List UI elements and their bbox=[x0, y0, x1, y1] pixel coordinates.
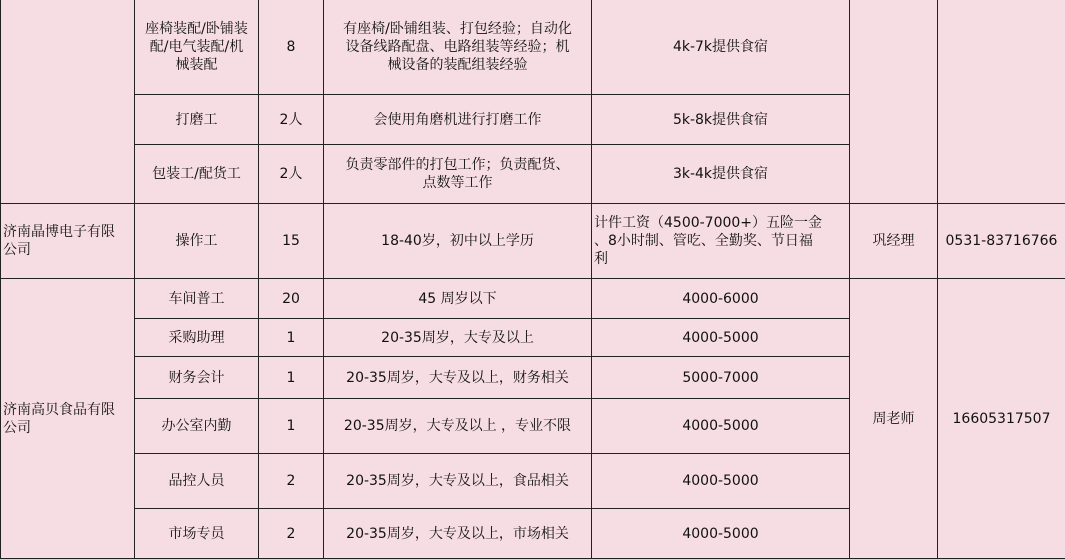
position-cell: 品控人员 bbox=[135, 454, 259, 509]
salary-cell: 4000-5000 bbox=[592, 319, 850, 357]
salary-cell: 5k-8k提供食宿 bbox=[592, 95, 850, 145]
requirement-cell: 45 周岁以下 bbox=[324, 279, 592, 319]
count-cell: 2 bbox=[259, 509, 324, 559]
salary-cell: 4000-5000 bbox=[592, 399, 850, 454]
salary-cell: 3k-4k提供食宿 bbox=[592, 145, 850, 204]
salary-cell: 4k-7k提供食宿 bbox=[592, 0, 850, 95]
requirement-cell: 负责零部件的打包工作；负责配货、 点数等工作 bbox=[324, 145, 592, 204]
requirement-cell: 20-35周岁，大专及以上，财务相关 bbox=[324, 357, 592, 399]
company-cell: 济南高贝食品有限 公司 bbox=[1, 279, 135, 559]
position-cell: 市场专员 bbox=[135, 509, 259, 559]
position-cell: 打磨工 bbox=[135, 95, 259, 145]
salary-cell: 4000-6000 bbox=[592, 279, 850, 319]
company-cell: 济南晶博电子有限 公司 bbox=[1, 204, 135, 279]
contact-cell bbox=[850, 0, 938, 204]
salary-cell: 5000-7000 bbox=[592, 357, 850, 399]
requirement-cell: 20-35周岁，大专及以上 ，专业不限 bbox=[324, 399, 592, 454]
salary-cell: 4000-5000 bbox=[592, 454, 850, 509]
count-cell: 2人 bbox=[259, 145, 324, 204]
salary-cell: 4000-5000 bbox=[592, 509, 850, 559]
position-cell: 办公室内勤 bbox=[135, 399, 259, 454]
requirement-cell: 有座椅/卧铺组装、打包经验；自动化 设备线路配盘、电路组装等经验；机 械设备的装配组装经验 bbox=[324, 0, 592, 95]
position-cell: 财务会计 bbox=[135, 357, 259, 399]
count-cell: 20 bbox=[259, 279, 324, 319]
count-cell: 1 bbox=[259, 319, 324, 357]
count-cell: 2人 bbox=[259, 95, 324, 145]
count-cell: 15 bbox=[259, 204, 324, 279]
requirement-cell: 20-35周岁，大专及以上，食品相关 bbox=[324, 454, 592, 509]
table-row bbox=[1, 279, 1065, 319]
requirement-cell: 20-35周岁，大专及以上，市场相关 bbox=[324, 509, 592, 559]
contact-cell: 周老师 bbox=[850, 279, 938, 559]
position-cell: 操作工 bbox=[135, 204, 259, 279]
phone-cell: 16605317507 bbox=[938, 279, 1065, 559]
count-cell: 1 bbox=[259, 357, 324, 399]
requirement-cell: 20-35周岁，大专及以上 bbox=[324, 319, 592, 357]
position-cell: 车间普工 bbox=[135, 279, 259, 319]
contact-cell: 巩经理 bbox=[850, 204, 938, 279]
requirement-cell: 会使用角磨机进行打磨工作 bbox=[324, 95, 592, 145]
phone-cell: 0531-83716766 bbox=[938, 204, 1065, 279]
position-cell: 座椅装配/卧铺装 配/电气装配/机 械装配 bbox=[135, 0, 259, 95]
count-cell: 2 bbox=[259, 454, 324, 509]
phone-cell bbox=[938, 0, 1065, 204]
requirement-cell: 18-40岁，初中以上学历 bbox=[324, 204, 592, 279]
count-cell: 8 bbox=[259, 0, 324, 95]
position-cell: 采购助理 bbox=[135, 319, 259, 357]
count-cell: 1 bbox=[259, 399, 324, 454]
company-cell bbox=[1, 0, 135, 204]
position-cell: 包装工/配货工 bbox=[135, 145, 259, 204]
table-row bbox=[1, 0, 1065, 95]
table-row bbox=[1, 204, 1065, 279]
salary-cell: 计件工资（4500-7000+）五险一金 、8小时制、管吃、全勤奖、节日福 利 bbox=[592, 204, 850, 279]
